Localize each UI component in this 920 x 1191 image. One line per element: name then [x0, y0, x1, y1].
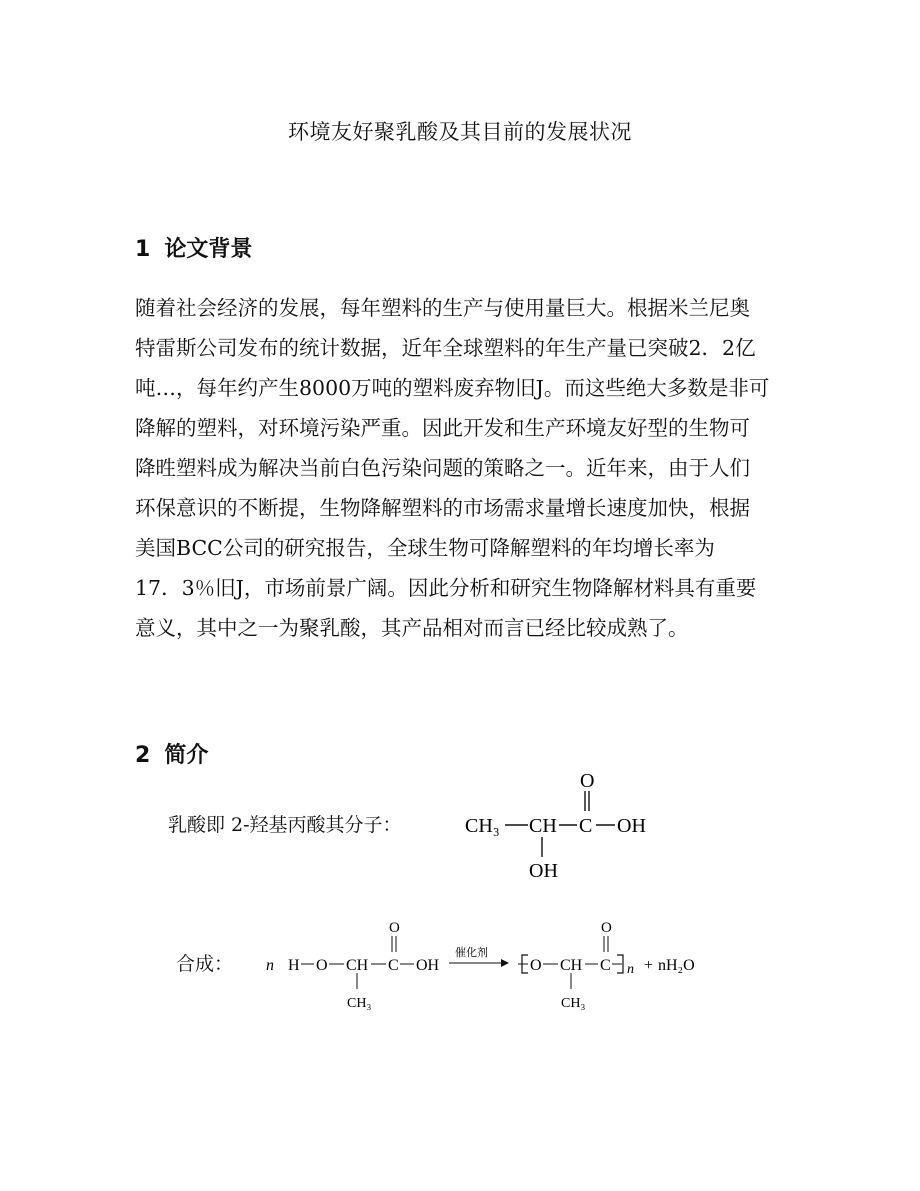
ch3-group: CH₃	[561, 996, 586, 1011]
oh-group: OH	[416, 957, 440, 974]
molecule-label: 乳酸即 2-羟基丙酸其分子：	[168, 814, 402, 836]
section-2-number: 2	[135, 743, 151, 768]
section-1-paragraph	[135, 288, 795, 648]
lactic-acid-structure	[455, 765, 665, 890]
section-2-title: 简介	[164, 743, 209, 768]
c-atom: C	[600, 957, 611, 974]
o-atom: O	[530, 957, 542, 974]
paragraph-line: 降解的塑料，对环境污染严重。因此开发和生产环境友好型的生物可	[135, 416, 750, 440]
catalyst-label: 催化剂	[455, 947, 488, 959]
paragraph-line: 吨…，每年约产生8000万吨的塑料废弃物旧J。而这些绝大多数是非可	[135, 376, 770, 400]
water-product: nH₂O	[658, 957, 695, 974]
ch3-group: CH₃	[347, 996, 372, 1011]
carbonyl-o: O	[601, 920, 612, 936]
ch-group: CH	[560, 957, 583, 974]
section-1-number: 1	[135, 237, 151, 262]
carbonyl-o: O	[389, 920, 400, 936]
ch3-group: CH₃	[465, 815, 500, 837]
o-atom: O	[316, 957, 328, 974]
h-atom: H	[288, 957, 300, 974]
arrow-head-icon	[501, 959, 509, 967]
c-atom: C	[579, 815, 593, 837]
synthesis-label: 合成：	[176, 953, 234, 975]
o-atom: O	[580, 770, 595, 792]
section-1-title: 论文背景	[164, 237, 253, 262]
plus-sign: +	[644, 957, 654, 974]
paragraph-line: 降甠塑料成为解决当前白色污染问题的策略之一。近年来，由于人们	[135, 456, 750, 480]
paragraph-line: 17．3％旧J，市场前景广阔。因此分析和研究生物降解材料具有重要	[135, 576, 757, 600]
synthesis-reaction	[258, 915, 718, 1015]
oh-substituent: OH	[529, 860, 558, 882]
subscript-n: n	[627, 962, 634, 977]
paragraph-line: 随着社会经济的发展，每年塑料的生产与使用量巨大。根据米兰尼奥	[135, 296, 750, 320]
paragraph-line: 美国BCC公司的研究报告，全球生物可降解塑料的年均增长率为	[135, 536, 715, 560]
c-atom: C	[388, 957, 399, 974]
ch-group: CH	[529, 815, 557, 837]
ch-group: CH	[346, 957, 369, 974]
oh-group: OH	[617, 815, 646, 837]
paragraph-line: 特雷斯公司发布的统计数据，近年全球塑料的年生产量已突破2．2亿	[135, 336, 756, 360]
section-2-heading	[135, 738, 208, 769]
document-title: 环境友好聚乳酸及其目前的发展状况	[288, 120, 632, 144]
coefficient-n: n	[266, 957, 274, 974]
paragraph-line: 环保意识的不断提，生物降解塑料的市场需求量增长速度加快，根据	[135, 496, 750, 520]
paragraph-line: 意义，其中之一为聚乳酸，其产品相对而言已经比较成熟了。	[135, 616, 689, 640]
section-1-heading	[135, 232, 252, 263]
